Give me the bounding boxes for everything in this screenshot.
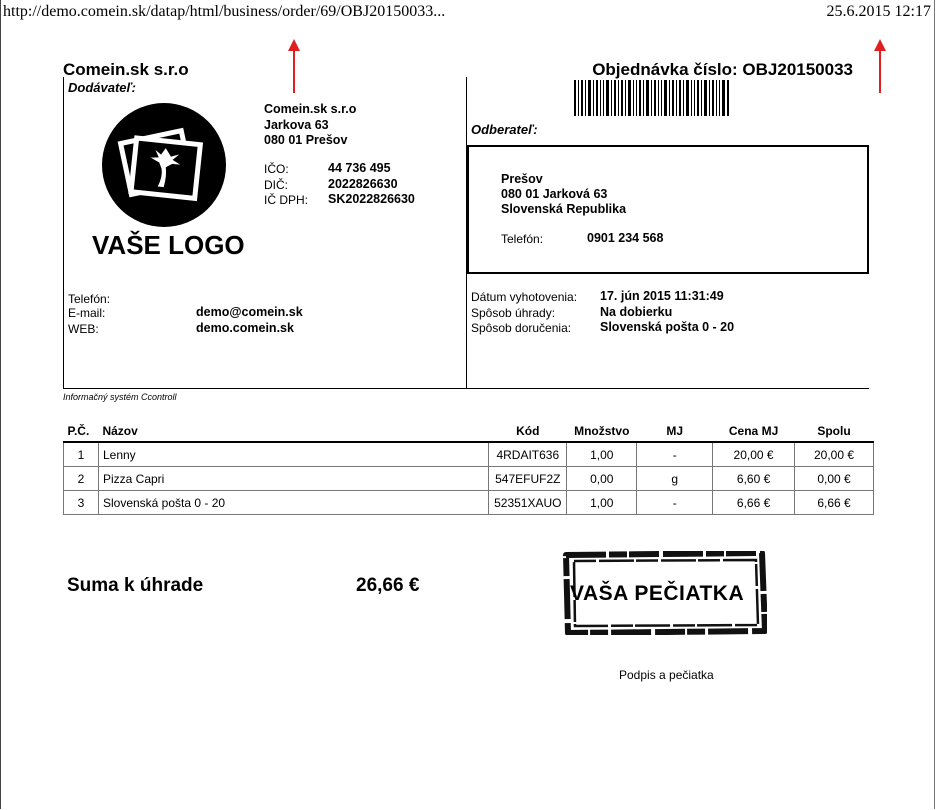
cell-pc: 3 — [64, 491, 99, 515]
cell-unit: - — [637, 491, 713, 515]
supplier-street: Jarkova 63 — [264, 118, 329, 132]
cell-unit-price: 6,66 € — [713, 491, 795, 515]
cell-code: 547EFUF2Z — [489, 467, 567, 491]
annotation-arrow-icon — [873, 39, 887, 95]
customer-line3: Slovenská Republika — [501, 202, 627, 216]
customer-phone-label: Telefón: — [501, 232, 544, 246]
dic-label: DIČ: — [264, 178, 288, 192]
header-quantity: Množstvo — [567, 420, 637, 442]
date-label: Dátum vyhotovenia: — [471, 290, 578, 304]
supplier-web: demo.comein.sk — [196, 321, 294, 335]
payment-value: Na dobierku — [600, 305, 673, 319]
ico-label: IČO: — [264, 162, 289, 176]
delivery-value: Slovenská pošta 0 - 20 — [600, 320, 735, 334]
cell-unit-price: 20,00 € — [713, 442, 795, 467]
cell-code: 4RDAIT636 — [489, 442, 567, 467]
header-unit: MJ — [637, 420, 713, 442]
cell-total: 6,66 € — [795, 491, 874, 515]
date-value: 17. jún 2015 11:31:49 — [600, 289, 724, 303]
cell-name: Pizza Capri — [98, 467, 488, 491]
table-header-row — [64, 420, 874, 442]
customer-phone: 0901 234 568 — [587, 231, 664, 245]
table-row — [64, 491, 874, 515]
signature-label: Podpis a pečiatka — [619, 668, 714, 682]
supplier-email-label: E-mail: — [68, 306, 106, 320]
cell-name: Slovenská pošta 0 - 20 — [98, 491, 488, 515]
order-title: Objednávka číslo: OBJ20150033 — [592, 60, 853, 79]
cell-total: 0,00 € — [795, 467, 874, 491]
sum-value: 26,66 € — [356, 575, 420, 596]
supplier-name: Comein.sk s.r.o — [264, 102, 357, 116]
ico-value: 44 736 495 — [328, 161, 391, 175]
sum-label: Suma k úhrade — [67, 575, 204, 596]
header-unit-price: Cena MJ — [713, 420, 795, 442]
header-total: Spolu — [795, 420, 874, 442]
cell-unit: g — [637, 467, 713, 491]
table-row — [64, 442, 874, 467]
cell-quantity: 0,00 — [567, 467, 637, 491]
cell-code: 52351XAUO — [489, 491, 567, 515]
icdph-label: IČ DPH: — [264, 193, 309, 207]
supplier-label: Dodávateľ: — [68, 80, 136, 95]
customer-line2: 080 01 Jarková 63 — [501, 187, 608, 201]
table-row — [64, 467, 874, 491]
cell-unit-price: 6,60 € — [713, 467, 795, 491]
stamp-text: VAŠA PEČIATKA — [570, 582, 745, 605]
barcode — [574, 80, 730, 116]
header-name: Názov — [98, 420, 488, 442]
icdph-value: SK2022826630 — [328, 192, 415, 206]
cell-quantity: 1,00 — [567, 442, 637, 467]
supplier-email: demo@comein.sk — [196, 305, 303, 319]
logo-text: VAŠE LOGO — [92, 230, 245, 260]
company-title: Comein.sk s.r.o — [63, 60, 189, 79]
company-logo — [102, 103, 226, 227]
header-code: Kód — [489, 420, 567, 442]
header-pc: P.Č. — [64, 420, 99, 442]
cell-quantity: 1,00 — [567, 491, 637, 515]
print-datetime: 25.6.2015 12:17 — [826, 3, 931, 20]
frame-bottom-line — [466, 388, 869, 389]
cell-pc: 2 — [64, 467, 99, 491]
cell-total: 20,00 € — [795, 442, 874, 467]
customer-label: Odberateľ: — [471, 122, 538, 137]
supplier-city: 080 01 Prešov — [264, 133, 348, 147]
cell-pc: 1 — [64, 442, 99, 467]
delivery-label: Spôsob doručenia: — [471, 321, 572, 335]
print-url: http://demo.comein.sk/datap/html/business/order/69/OBJ20150033... — [3, 3, 446, 20]
cell-name: Lenny — [98, 442, 488, 467]
items-table — [63, 420, 874, 515]
cell-unit: - — [637, 442, 713, 467]
supplier-web-label: WEB: — [68, 322, 99, 336]
supplier-phone-label: Telefón: — [68, 292, 111, 306]
info-system-note: Informačný systém Ccontroll — [63, 392, 177, 402]
payment-label: Spôsob úhrady: — [471, 306, 556, 320]
customer-line1: Prešov — [501, 172, 543, 186]
dic-value: 2022826630 — [328, 177, 398, 191]
